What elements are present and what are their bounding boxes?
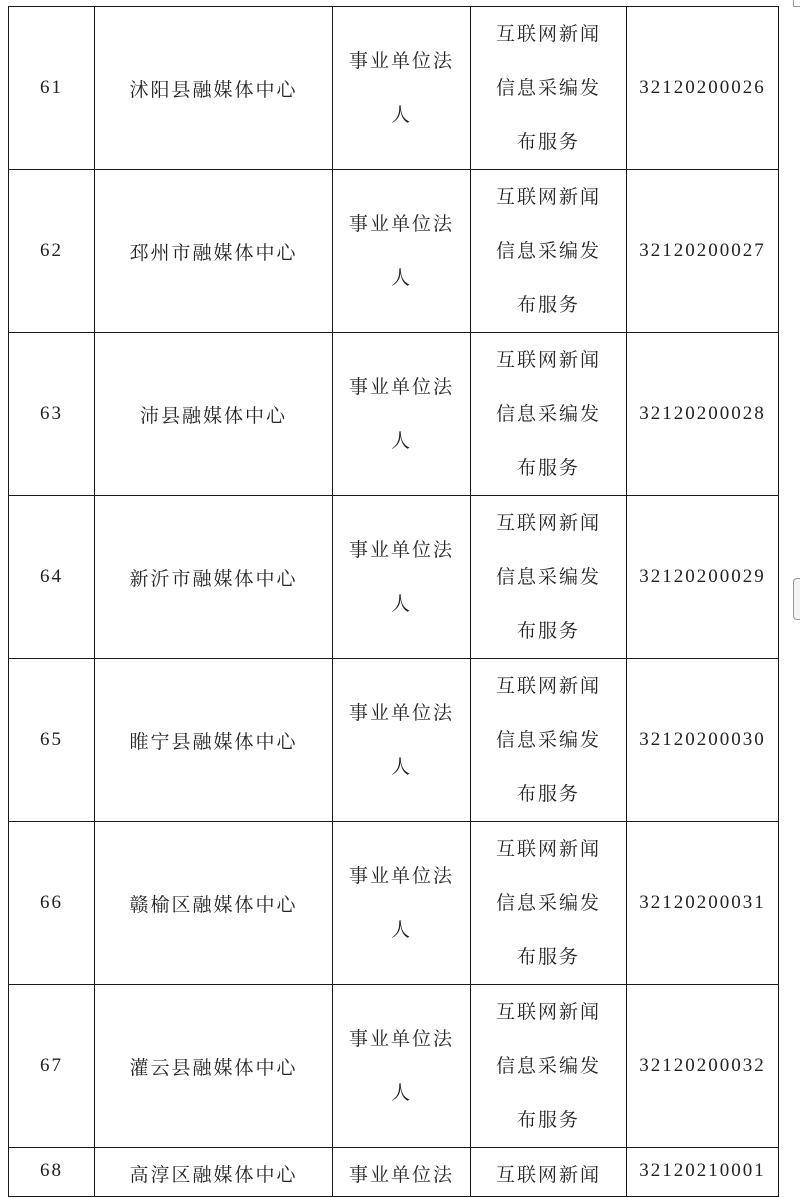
license-code-cell: [627, 659, 779, 822]
table-body: [9, 7, 779, 1197]
table-row: [9, 170, 779, 333]
unit-name-cell: [95, 1148, 333, 1197]
table-row: [9, 985, 779, 1148]
row-number-cell: [9, 822, 95, 985]
service-type-line: 互联网新闻: [495, 349, 601, 371]
row-number-cell: [9, 496, 95, 659]
license-code-cell: [627, 496, 779, 659]
page-corner-mark: [793, 0, 800, 7]
service-type-cell: [471, 659, 627, 822]
unit-type-line: 人: [390, 1082, 412, 1104]
unit-type-lines: [349, 34, 454, 142]
license-code-cell: [627, 1148, 779, 1197]
scroll-edge-handle[interactable]: [793, 578, 800, 620]
service-type-lines: [496, 985, 601, 1147]
unit-type-line: 事业单位法: [348, 213, 454, 235]
unit-type-cell: [333, 7, 471, 170]
row-number: 64: [40, 566, 63, 587]
license-code-cell: [627, 7, 779, 170]
row-number: 67: [40, 1055, 63, 1076]
row-number-cell: [9, 7, 95, 170]
service-type-cell: [471, 985, 627, 1148]
unit-name: 赣榆区融媒体中心: [129, 893, 298, 916]
service-type-line: 互联网新闻: [495, 512, 601, 534]
service-type-lines: [496, 170, 601, 332]
unit-type-line: 人: [390, 756, 412, 778]
unit-type-line: 事业单位法: [348, 865, 454, 887]
unit-type-cell: [333, 496, 471, 659]
service-type-line: 布服务: [516, 620, 580, 642]
table-row-partial: [9, 1148, 779, 1197]
unit-name-cell: [95, 170, 333, 333]
unit-name: 睢宁县融媒体中心: [129, 730, 298, 753]
registry-table: [8, 6, 779, 1197]
service-type-line: 布服务: [516, 294, 580, 316]
service-type-cell: [471, 1148, 627, 1197]
unit-name: 沭阳县融媒体中心: [129, 78, 298, 101]
unit-type-lines: [349, 197, 454, 305]
row-number: 63: [40, 403, 63, 424]
unit-type-lines: [349, 849, 454, 957]
unit-type-line: 人: [390, 267, 412, 289]
row-number-cell: [9, 333, 95, 496]
license-code-cell: [627, 985, 779, 1148]
unit-name-cell: [95, 985, 333, 1148]
row-number: 66: [40, 892, 63, 913]
row-number: 61: [40, 77, 63, 98]
service-type-cell: [471, 170, 627, 333]
unit-type-line: 事业单位法: [348, 539, 454, 561]
service-type-line: 信息采编发: [495, 566, 601, 588]
license-code: 32120200026: [639, 77, 766, 98]
service-type-line: 布服务: [516, 783, 580, 805]
unit-name-cell: [95, 333, 333, 496]
row-number: 65: [40, 729, 63, 750]
service-type-line: 互联网新闻: [495, 1001, 601, 1023]
service-type-line: 布服务: [516, 131, 580, 153]
row-number-cell: [9, 1148, 95, 1197]
table-row: [9, 659, 779, 822]
unit-name-cell: [95, 7, 333, 170]
unit-name: 邳州市融媒体中心: [129, 241, 298, 264]
row-number: 62: [40, 240, 63, 261]
unit-name: 新沂市融媒体中心: [129, 567, 298, 590]
service-type-line: 互联网新闻: [495, 186, 601, 208]
service-type-line: 信息采编发: [495, 240, 601, 262]
service-type-line: 信息采编发: [495, 403, 601, 425]
license-code-cell: [627, 333, 779, 496]
service-type-lines: [496, 333, 601, 495]
table-row: [9, 333, 779, 496]
unit-type-lines: [349, 360, 454, 468]
unit-type-line: 人: [390, 919, 412, 941]
license-code-cell: [627, 170, 779, 333]
unit-name-cell: [95, 822, 333, 985]
service-type-cell: [471, 496, 627, 659]
service-type-lines: [496, 822, 601, 984]
unit-type-lines: [349, 523, 454, 631]
unit-type-cell: [333, 170, 471, 333]
license-code: 32120200031: [639, 892, 766, 913]
service-type-line: 互联网新闻: [495, 838, 601, 860]
unit-name-cell: [95, 496, 333, 659]
table-row: [9, 822, 779, 985]
table-row: [9, 7, 779, 170]
unit-type-line: 人: [390, 593, 412, 615]
service-type-line: 信息采编发: [495, 892, 601, 914]
license-code: 32120200030: [639, 729, 766, 750]
service-type-line: 互联网新闻: [495, 675, 601, 697]
unit-type-line: 事业单位法: [348, 376, 454, 398]
unit-type-line: 人: [390, 104, 412, 126]
unit-name-cell: [95, 659, 333, 822]
table-row: [9, 496, 779, 659]
service-type-line: 互联网新闻: [495, 23, 601, 45]
service-type-line: 信息采编发: [495, 77, 601, 99]
service-type-cell: [471, 333, 627, 496]
unit-type-lines: [349, 1012, 454, 1120]
service-type-line: 布服务: [516, 1109, 580, 1131]
row-number-cell: [9, 985, 95, 1148]
service-type-line: 布服务: [516, 946, 580, 968]
unit-type: 事业单位法: [348, 1164, 454, 1186]
service-type-lines: [496, 496, 601, 658]
row-number-cell: [9, 170, 95, 333]
unit-type-cell: [333, 659, 471, 822]
unit-type-lines: [349, 686, 454, 794]
license-code: 32120200028: [639, 403, 766, 424]
row-number: 68: [40, 1160, 63, 1181]
service-type-cell: [471, 822, 627, 985]
unit-type-line: 事业单位法: [348, 702, 454, 724]
unit-type-cell: [333, 822, 471, 985]
unit-type-cell: [333, 985, 471, 1148]
service-type-cell: [471, 7, 627, 170]
unit-type-cell: [333, 1148, 471, 1197]
unit-name: 高淳区融媒体中心: [129, 1164, 298, 1186]
unit-type-line: 人: [390, 430, 412, 452]
service-type: 互联网新闻: [495, 1164, 601, 1186]
unit-name: 灌云县融媒体中心: [129, 1056, 298, 1079]
service-type-line: 布服务: [516, 457, 580, 479]
license-code: 32120210001: [639, 1160, 766, 1181]
license-code-cell: [627, 822, 779, 985]
service-type-lines: [496, 7, 601, 169]
unit-type-line: 事业单位法: [348, 50, 454, 72]
service-type-line: 信息采编发: [495, 729, 601, 751]
license-code: 32120200027: [639, 240, 766, 261]
license-code: 32120200032: [639, 1055, 766, 1076]
unit-name: 沛县融媒体中心: [139, 404, 287, 427]
row-number-cell: [9, 659, 95, 822]
service-type-lines: [496, 659, 601, 821]
unit-type-line: 事业单位法: [348, 1028, 454, 1050]
service-type-line: 信息采编发: [495, 1055, 601, 1077]
license-code: 32120200029: [639, 566, 766, 587]
unit-type-cell: [333, 333, 471, 496]
